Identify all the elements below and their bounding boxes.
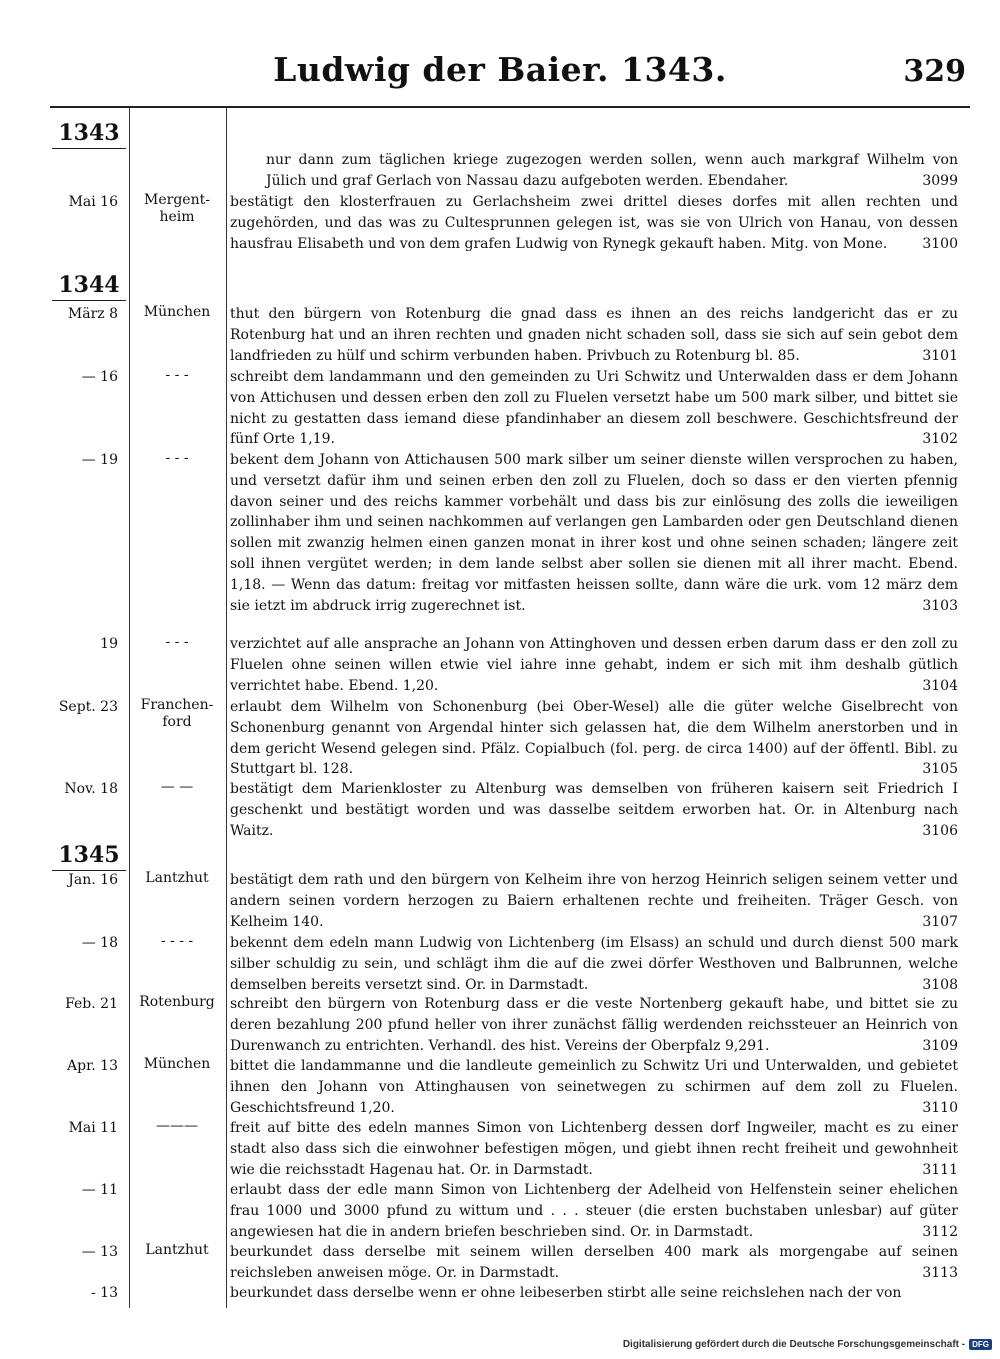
- entry-text: bekent dem Johann von Attichausen 500 mark silber um seiner dienste willen versprochen zu haben, und versetzt dafür ihm und seinen erben den zoll zu Fluelen, doch so dass er den vierten pfennig davon seiner und des reichs kammer vorbehält und dass bis zur einlösung des zolls die ieweiligen zollinhaber ihm und seinen nachkommen auf verlangen gen Lambarden oder gen Deutschland dienen sollen mit zwanzig helmen einen ganzen monat in ihrer kost und ohne seinen schaden; längere zeit soll ihnen vergütet werden; in dem lande selbst aber sollen sie dienen mit all ihrer macht. Ebend. 1,18. — Wenn das datum: freitag vor mitfasten heissen sollte, dann wäre die urk. vom 12 märz dem sie ietzt im abdruck irrig zugerechnet ist.: [230, 452, 958, 614]
- entry-date: März 8: [67, 306, 118, 322]
- entry-place: Mergent-heim: [144, 192, 210, 225]
- column-divider-place: [226, 108, 227, 1308]
- entry-number: 3107: [922, 913, 958, 930]
- entry-text: freit auf bitte des edeln mannes Simon von Lichtenberg dessen dorf Ingweiler, macht es zu einer stadt also dass sich die einwohner befestigen mögen, und giebt ihnen recht freiheit und gewohnheit wie die reichsstadt Hagenau hat. Or. in Darmstadt.: [230, 1120, 958, 1178]
- entry-body: [230, 870, 958, 932]
- page-title: Ludwig der Baier. 1343.: [273, 50, 727, 89]
- entry-date: Feb. 21: [65, 996, 118, 1012]
- page-number: 329: [903, 54, 966, 89]
- year-label: 1343: [58, 120, 120, 146]
- entry-number: 3108: [922, 976, 958, 993]
- entry-number: 3100: [922, 235, 958, 252]
- entry-number: 3102: [922, 431, 958, 448]
- year-label: 1344: [58, 272, 120, 298]
- entry-body: [230, 192, 958, 254]
- year-heading-1343: [52, 120, 126, 149]
- entry-body: [230, 1118, 958, 1180]
- entry-date: Mai 11: [68, 1120, 118, 1136]
- header-rule: [50, 106, 970, 108]
- entry-date: — 19: [81, 452, 118, 468]
- entry-body: [230, 634, 958, 696]
- entry-text: schreibt dem landammann und den gemeinden zu Uri Schwitz und Unterwalden dass er dem Johann von Attichusen und dessen erben den zoll zu Fluelen versetzt habe um 500 mark silber, und bittet sie nicht zu gestatten dass iemand diese pfandinhaber an diesem zoll beschwere. Geschichtsfreund der fünf Orte 1,19.: [230, 369, 958, 448]
- year-heading-1345: [52, 842, 126, 871]
- entry-number: 3111: [922, 1161, 958, 1178]
- entry-text: nur dann zum täglichen kriege zugezogen werden sollen, wenn auch markgraf Wilhelm von Jülich und graf Gerlach von Nassau dazu aufgeboten werden. Ebendaher.: [266, 152, 958, 189]
- continued-entry: [266, 150, 958, 192]
- entry-place: Franchen-ford: [140, 697, 214, 730]
- entry-place: Rotenburg: [139, 994, 215, 1010]
- entry-place: Lantzhut: [145, 1242, 209, 1258]
- entry-body: [230, 779, 958, 841]
- entry-place: ———: [156, 1118, 198, 1134]
- year-underline: [52, 148, 126, 149]
- entry-date: Apr. 13: [67, 1058, 118, 1074]
- entry-date: 19: [100, 636, 118, 652]
- entry-text: bestätigt dem rath und den bürgern von Kelheim ihre von herzog Heinrich seligen seinem vetter und andern seinen vordern herzogen zu Baiern erhaltenen rechte und freiheiten. Träger Gesch. von Kelheim 140.: [230, 872, 958, 930]
- entry-text: erlaubt dass der edle mann Simon von Lichtenberg der Adelheid von Helfenstein seiner ehelichen frau 1000 und 3000 pfund zu wittum und . . . steuer (die ersten buchstaben unlesbar) auf güter angewiesen hat die in andern briefen beschrieben sind. Or. in Darmstadt.: [230, 1182, 958, 1240]
- entry-body: [230, 933, 958, 995]
- entry-body: [230, 1283, 958, 1304]
- entry-body: [230, 304, 958, 366]
- entry-date: — 16: [81, 369, 118, 385]
- entry-body: [230, 367, 958, 450]
- credit-text: Digitalisierung gefördert durch die Deutsche Forschungsgemeinschaft -: [622, 1339, 966, 1350]
- year-underline: [52, 300, 126, 301]
- entry-number: 3113: [922, 1264, 958, 1281]
- entry-date: Mai 16: [68, 194, 118, 210]
- entry-body: [230, 1180, 958, 1242]
- entry-place: München: [143, 1056, 211, 1072]
- entry-text: verzichtet auf alle ansprache an Johann von Attinghoven und dessen erben darum dass er den zoll zu Fluelen ohne seinen willen etwie viel iahre inne gehabt, indem er sich mit ihm deshalb gütlich verrichtet habe. Ebend. 1,20.: [230, 636, 958, 694]
- entry-number: 3101: [922, 347, 958, 364]
- entry-place: - - -: [165, 367, 189, 383]
- entry-body: [230, 1242, 958, 1284]
- entry-number: 3109: [922, 1037, 958, 1054]
- entry-number: 3105: [922, 761, 958, 778]
- year-label: 1345: [58, 842, 120, 868]
- entry-date: - 13: [91, 1285, 118, 1301]
- dfg-logo: DFG: [969, 1339, 992, 1350]
- entry-text: bittet die landammanne und die landleute gemeinlich zu Schwitz Uri und Unterwalden, und gebietet ihnen den Johann von Attinghausen von seinetwegen zu schirmen auf dem zoll zu Fluelen. Geschichtsfreund 1,20.: [230, 1058, 958, 1116]
- entry-place: — —: [160, 779, 194, 795]
- entry-text: erlaubt dem Wilhelm von Schonenburg (bei Ober-Wesel) alle die güter welche Giselbrecht von Schonenburg genannt von Argendal hinter sich gelassen hat, die dem Wilhelm anerstorben und in dem gericht Wesend gelegen sind. Pfälz. Copialbuch (fol. perg. de circa 1400) auf der öffentl. Bibl. zu Stuttgart bl. 128.: [230, 699, 958, 778]
- entry-text: beurkundet dass derselbe mit seinem willen derselben 400 mark als morgengabe auf seinen reichsleben anweisen möge. Or. in Darmstadt.: [230, 1244, 958, 1281]
- entry-body: [230, 994, 958, 1056]
- entry-body: [230, 1056, 958, 1118]
- entry-body: [230, 450, 958, 616]
- entry-date: Jan. 16: [68, 872, 118, 888]
- entry-text: beurkundet dass derselbe wenn er ohne leibeserben stirbt alle seine reichslehen nach der von: [230, 1285, 902, 1301]
- entry-body: [230, 697, 958, 780]
- entry-place: München: [143, 304, 211, 320]
- entry-text: schreibt den bürgern von Rotenburg dass er die veste Nortenberg gekauft habe, und bittet sie zu deren bezahlung 200 pfund heller von ihrer zunächst fällig werdenden reichssteuer an Heinrich von Durenwanch zu entrichten. Verhandl. des hist. Vereins der Oberpfalz 9,291.: [230, 996, 958, 1054]
- entry-date: — 13: [81, 1244, 118, 1260]
- entry-text: bestätigt dem Marienkloster zu Altenburg was demselben von früheren kaisern seit Friedrich I geschenkt und bestätigt worden und was dasselbe seitdem erworben hat. Or. in Altenburg nach Waitz.: [230, 781, 958, 839]
- entry-date: Sept. 23: [58, 699, 118, 715]
- entry-place: - - -: [165, 450, 189, 466]
- entry-place: Lantzhut: [145, 870, 209, 886]
- column-divider-date: [129, 108, 130, 1308]
- entry-number: 3112: [922, 1223, 958, 1240]
- entry-date: — 18: [81, 935, 118, 951]
- entry-number: 3103: [922, 597, 958, 614]
- year-heading-1344: [52, 272, 126, 301]
- entry-text: thut den bürgern von Rotenburg die gnad dass es ihnen an des reichs landgericht das er zu Rotenburg hat und an ihren rechten und gnaden nicht schaden soll, dass sie sich auf sein gebot dem landfrieden zu hülf und schirm verbunden haben. Privbuch zu Rotenburg bl. 85.: [230, 306, 958, 364]
- entry-place: - - -: [165, 634, 189, 650]
- entry-number: 3106: [922, 822, 958, 839]
- entry-date: — 11: [81, 1182, 118, 1198]
- entry-place: - - - -: [160, 933, 194, 949]
- entry-text: bekennt dem edeln mann Ludwig von Lichtenberg (im Elsass) an schuld und durch dienst 500 mark silber schuldig zu sein, und schlägt ihm die auf die zwei dörfer Westhoven und Balbrunnen, welche demselben bereits versetzt sind. Or. in Darmstadt.: [230, 935, 958, 993]
- entry-number: 3104: [922, 677, 958, 694]
- digitization-credit: [623, 1339, 992, 1350]
- entry-text: bestätigt den klosterfrauen zu Gerlachsheim zwei drittel dieses dorfes mit allen rechten und zugehörden, und das was zu Cultesprunnen gelegen ist, was sie von Ulrich von Hanau, von dessen hausfrau Elisabeth und von dem grafen Ludwig von Rynegk gekauft haben. Mitg. von Mone.: [230, 194, 958, 252]
- entry-number: 3110: [922, 1099, 958, 1116]
- entry-number: 3099: [922, 172, 958, 189]
- entry-date: Nov. 18: [64, 781, 118, 797]
